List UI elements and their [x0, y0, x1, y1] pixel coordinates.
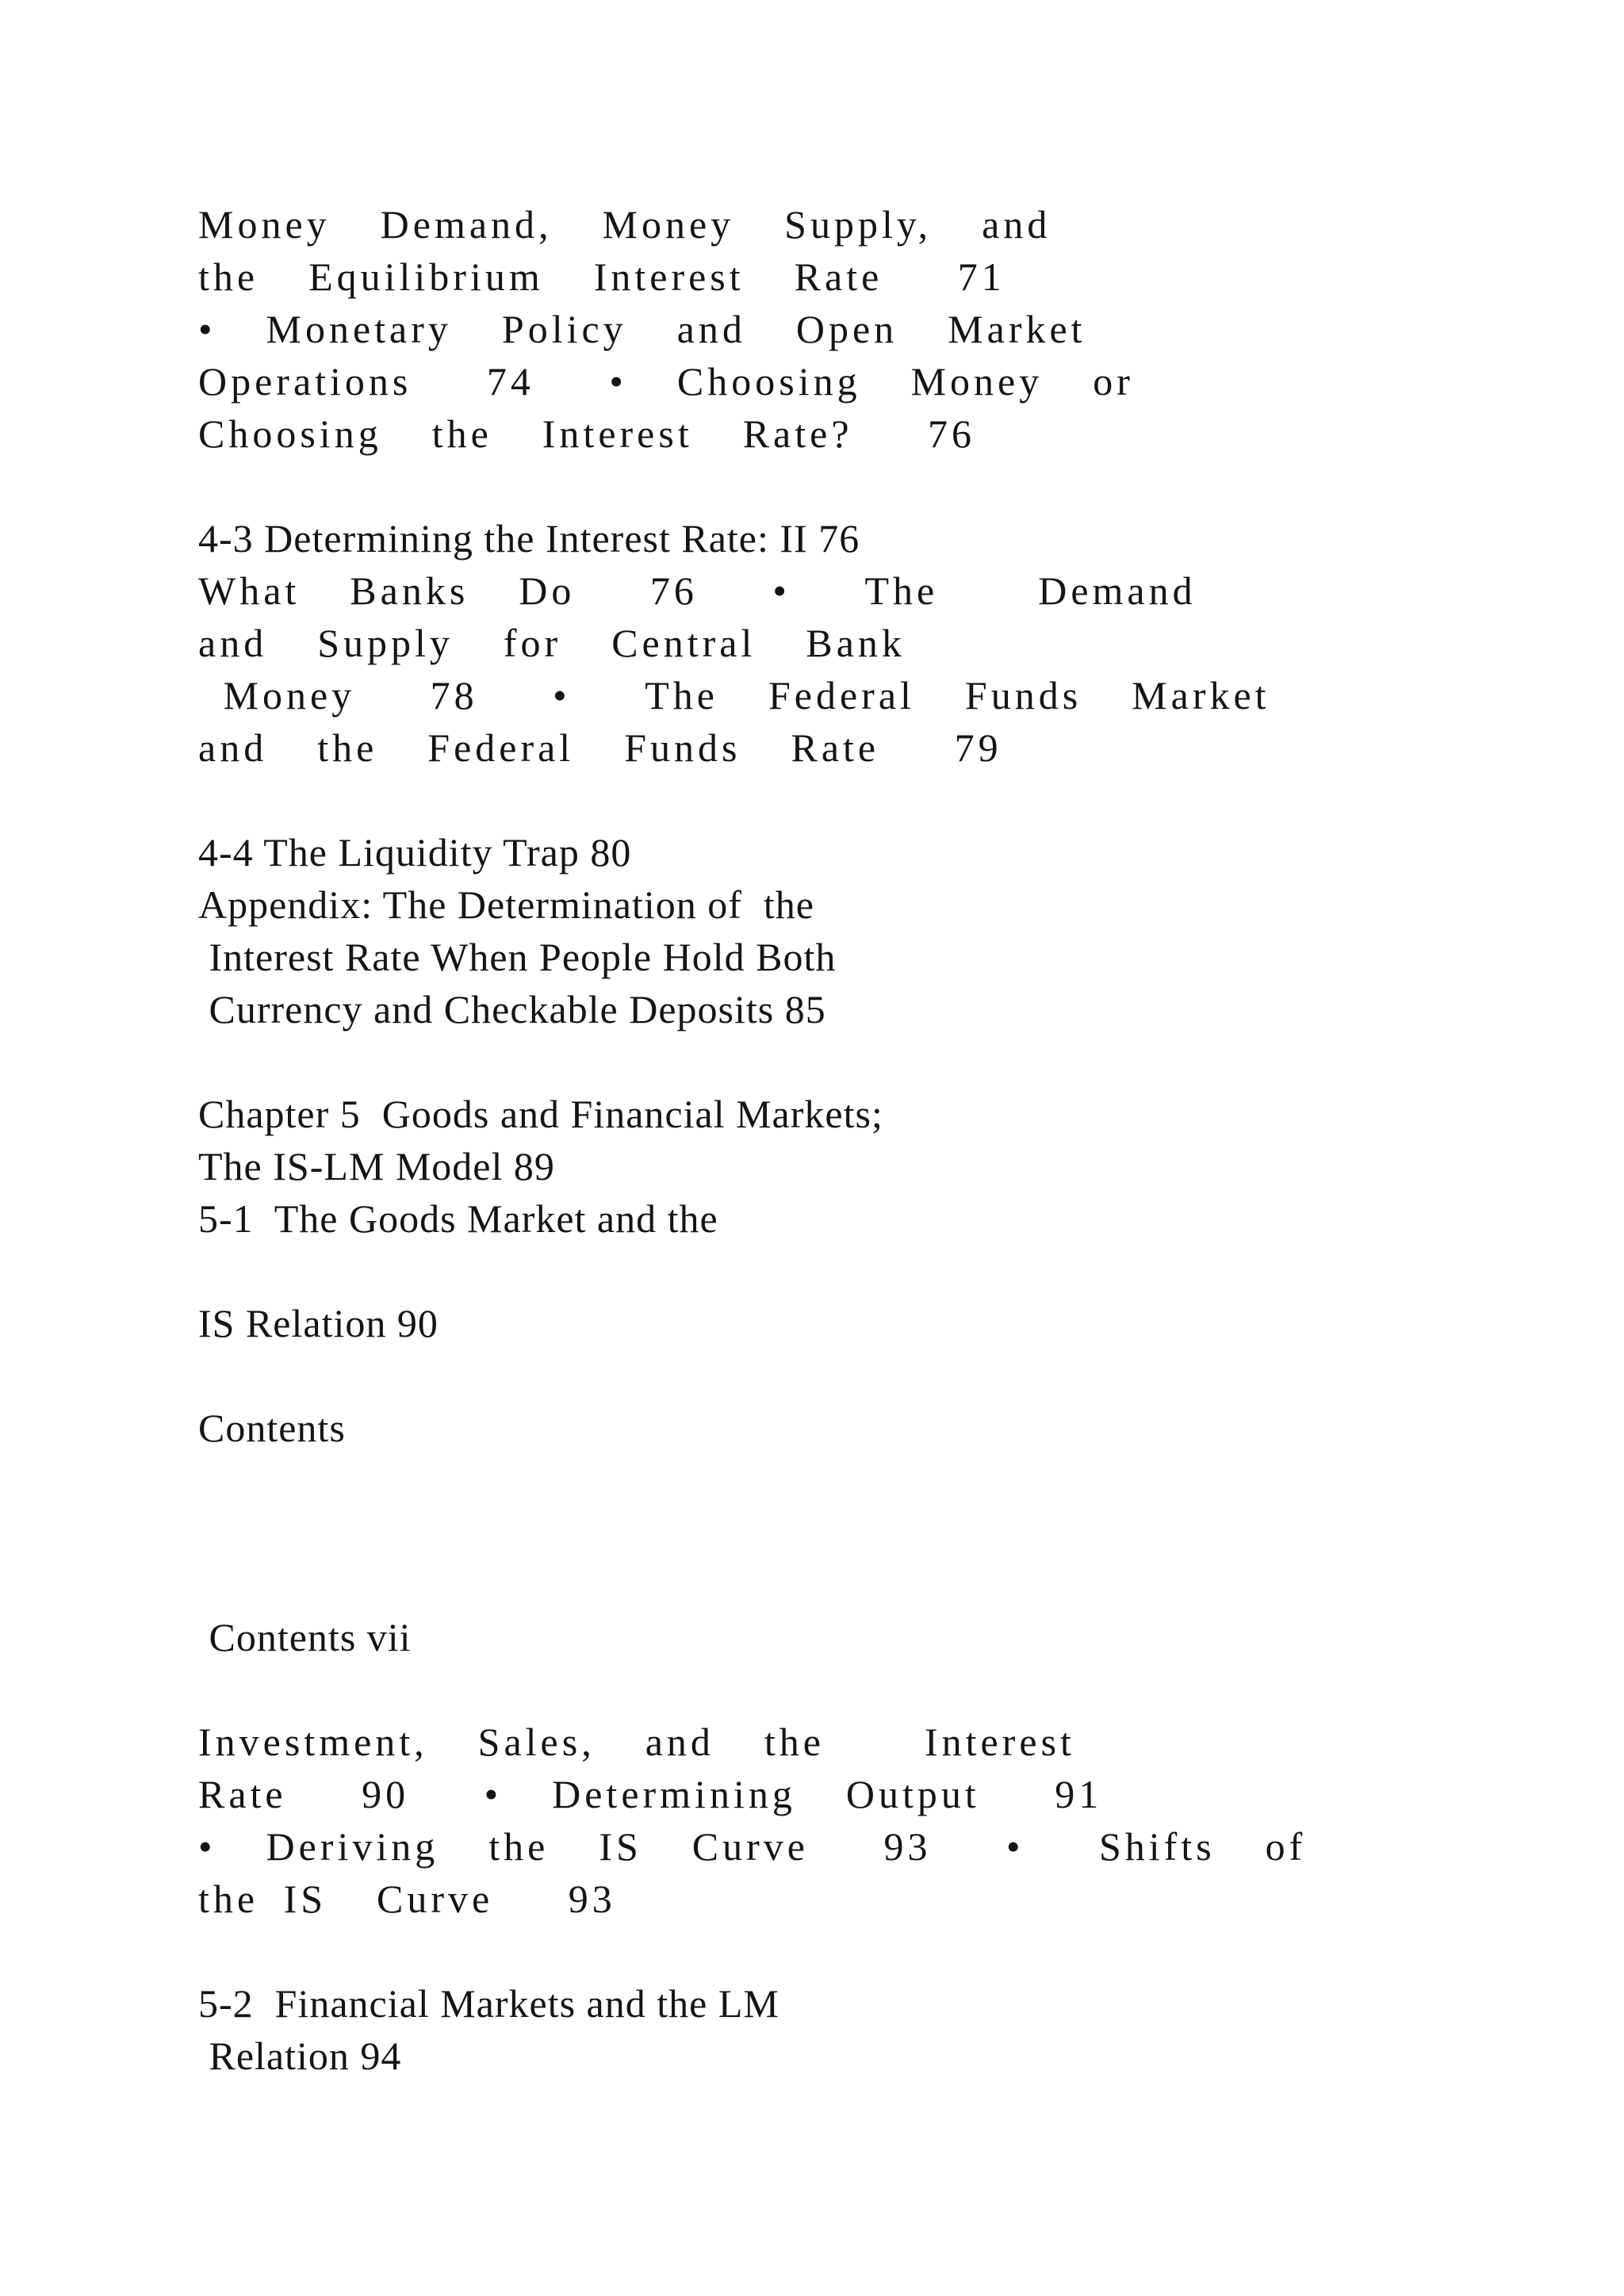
toc-section-4-4: 4-4 The Liquidity Trap 80 — [198, 830, 632, 874]
toc-line-equilibrium-rate: the Equilibrium Interest Rate 71 — [198, 254, 1005, 299]
toc-line-determining-output: Rate 90 • Determining Output 91 — [198, 1772, 1103, 1816]
toc-line-appendix-cont: Interest Rate When People Hold Both — [198, 935, 837, 979]
toc-line-federal-funds-rate: and the Federal Funds Rate 79 — [198, 725, 1002, 770]
toc-section-5-2: 5-2 Financial Markets and the LM — [198, 1981, 779, 2026]
running-header-contents-vii: Contents vii — [198, 1615, 412, 1659]
toc-chapter-5-title: Chapter 5 Goods and Financial Markets; — [198, 1092, 883, 1136]
toc-line-demand-supply: and Supply for Central Bank — [198, 621, 906, 665]
toc-line-federal-funds-market: Money 78 • The Federal Funds Market — [198, 673, 1270, 718]
toc-line-what-banks-do: What Banks Do 76 • The Demand — [198, 568, 1197, 613]
toc-line-monetary-policy: • Monetary Policy and Open Market — [198, 307, 1086, 351]
toc-line-appendix: Appendix: The Determination of the — [198, 882, 814, 927]
toc-section-4-3: 4-3 Determining the Interest Rate: II 76 — [198, 516, 860, 561]
toc-line-operations: Operations 74 • Choosing Money or — [198, 359, 1134, 404]
running-header-contents: Contents — [198, 1406, 346, 1450]
toc-line-choosing-rate: Choosing the Interest Rate? 76 — [198, 411, 976, 456]
toc-line-is-relation: IS Relation 90 — [198, 1301, 439, 1345]
toc-chapter-5-subtitle: The IS-LM Model 89 — [198, 1144, 555, 1188]
toc-line-lm-relation: Relation 94 — [198, 2034, 402, 2078]
toc-line-money-demand: Money Demand, Money Supply, and — [198, 202, 1051, 247]
toc-line-appendix-end: Currency and Checkable Deposits 85 — [198, 987, 826, 1031]
toc-section-5-1: 5-1 The Goods Market and the — [198, 1196, 718, 1241]
toc-line-deriving-is: • Deriving the IS Curve 93 • Shifts of — [198, 1824, 1307, 1869]
toc-line-investment: Investment, Sales, and the Interest — [198, 1720, 1075, 1764]
toc-line-shifts-is: the IS Curve 93 — [198, 1877, 616, 1921]
